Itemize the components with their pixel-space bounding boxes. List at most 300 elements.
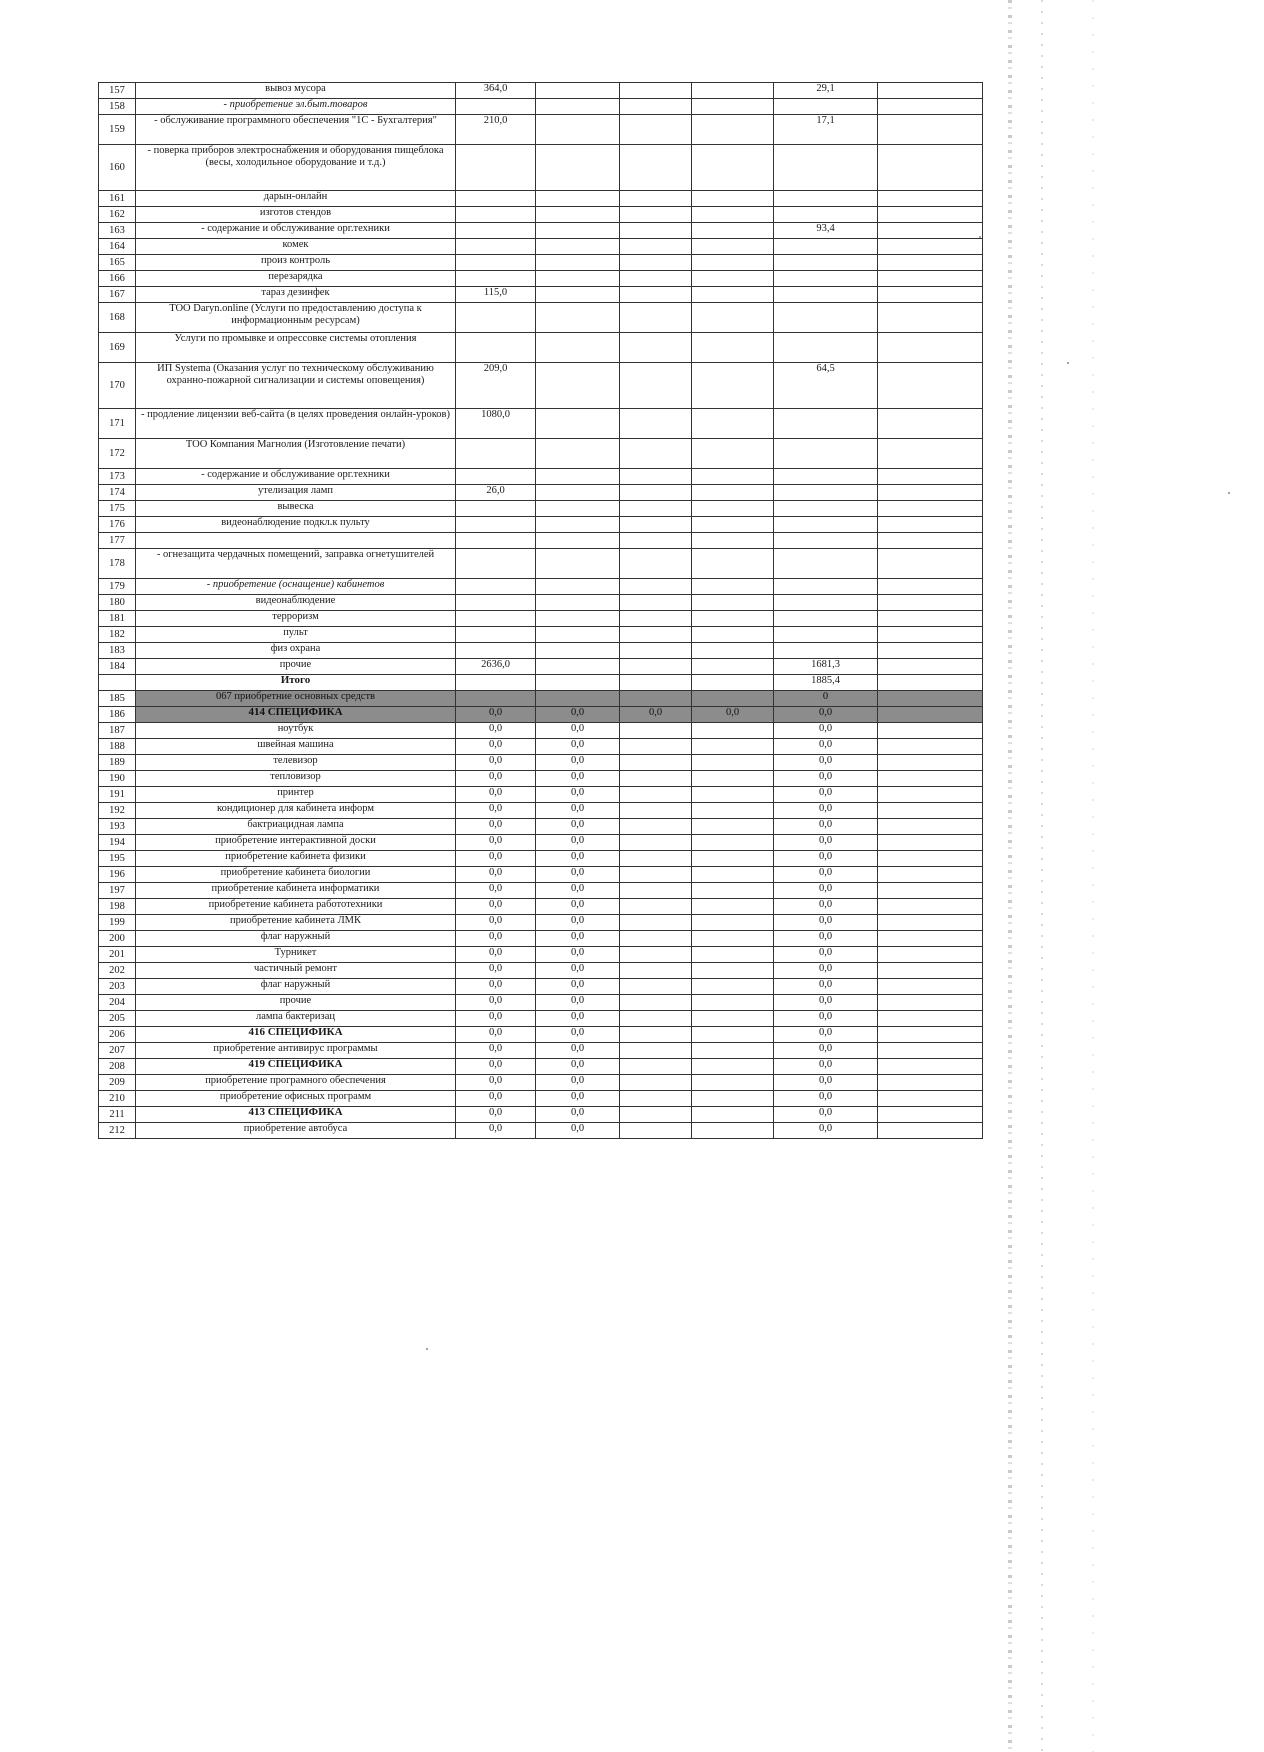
amount-cell-2: 0,0 [536, 851, 620, 867]
amount-cell-2 [536, 207, 620, 223]
table-row [99, 579, 983, 595]
table-row [99, 1107, 983, 1123]
amount-cell-1: 0,0 [456, 1107, 536, 1123]
table-row [99, 271, 983, 287]
amount-cell-5: 0,0 [774, 995, 878, 1011]
table-row [99, 691, 983, 707]
row-number-cell: 165 [99, 255, 136, 271]
amount-cell-5: 0,0 [774, 883, 878, 899]
amount-cell-1: 26,0 [456, 485, 536, 501]
amount-cell-3 [620, 1091, 692, 1107]
amount-cell-6 [878, 803, 983, 819]
amount-cell-4 [692, 899, 774, 915]
amount-cell-5 [774, 549, 878, 579]
row-number-cell: 163 [99, 223, 136, 239]
table-row [99, 1043, 983, 1059]
amount-cell-6 [878, 533, 983, 549]
amount-cell-2 [536, 485, 620, 501]
amount-cell-5: 1681,3 [774, 659, 878, 675]
expense-table-container [98, 82, 982, 1139]
item-name-cell: частичный ремонт [136, 963, 456, 979]
amount-cell-3 [620, 99, 692, 115]
amount-cell-6 [878, 333, 983, 363]
amount-cell-3 [620, 533, 692, 549]
amount-cell-1: 209,0 [456, 363, 536, 409]
item-name-cell: - обслуживание программного обеспечения "1С - Бухгалтерия" [136, 115, 456, 145]
amount-cell-2 [536, 287, 620, 303]
row-number-cell: 206 [99, 1027, 136, 1043]
amount-cell-2 [536, 611, 620, 627]
amount-cell-3 [620, 771, 692, 787]
amount-cell-4 [692, 947, 774, 963]
amount-cell-1: 0,0 [456, 1075, 536, 1091]
amount-cell-4 [692, 1011, 774, 1027]
table-row [99, 207, 983, 223]
item-name-cell: приобретение антивирус программы [136, 1043, 456, 1059]
amount-cell-5 [774, 333, 878, 363]
amount-cell-2: 0,0 [536, 1091, 620, 1107]
amount-cell-6 [878, 643, 983, 659]
amount-cell-2 [536, 145, 620, 191]
table-row [99, 899, 983, 915]
amount-cell-3 [620, 803, 692, 819]
amount-cell-5: 0,0 [774, 1091, 878, 1107]
amount-cell-2 [536, 363, 620, 409]
amount-cell-2: 0,0 [536, 931, 620, 947]
amount-cell-4 [692, 739, 774, 755]
row-number-cell: 184 [99, 659, 136, 675]
amount-cell-5: 0,0 [774, 867, 878, 883]
table-row [99, 255, 983, 271]
amount-cell-6 [878, 659, 983, 675]
amount-cell-2: 0,0 [536, 1027, 620, 1043]
amount-cell-4 [692, 99, 774, 115]
amount-cell-2 [536, 659, 620, 675]
item-name-cell: Турникет [136, 947, 456, 963]
amount-cell-1: 0,0 [456, 851, 536, 867]
item-name-cell: видеонаблюдение подкл.к пульту [136, 517, 456, 533]
amount-cell-6 [878, 409, 983, 439]
amount-cell-4 [692, 501, 774, 517]
amount-cell-4: 0,0 [692, 707, 774, 723]
amount-cell-3 [620, 191, 692, 207]
amount-cell-3 [620, 1011, 692, 1027]
amount-cell-5 [774, 239, 878, 255]
row-number-cell: 208 [99, 1059, 136, 1075]
scan-speck [1228, 492, 1230, 494]
row-number-cell: 210 [99, 1091, 136, 1107]
item-name-cell: бактриацидная лампа [136, 819, 456, 835]
amount-cell-6 [878, 1123, 983, 1139]
item-name-cell: - содержание и обслуживание орг.техники [136, 223, 456, 239]
table-row [99, 1075, 983, 1091]
amount-cell-2 [536, 627, 620, 643]
row-number-cell: 166 [99, 271, 136, 287]
amount-cell-2 [536, 191, 620, 207]
row-number-cell: 162 [99, 207, 136, 223]
amount-cell-4 [692, 303, 774, 333]
amount-cell-5: 0,0 [774, 1123, 878, 1139]
amount-cell-4 [692, 691, 774, 707]
row-number-cell: 169 [99, 333, 136, 363]
amount-cell-2 [536, 303, 620, 333]
item-name-cell: приобретение кабинета биологии [136, 867, 456, 883]
row-number-cell: 211 [99, 1107, 136, 1123]
amount-cell-3 [620, 579, 692, 595]
amount-cell-3 [620, 469, 692, 485]
amount-cell-3: 0,0 [620, 707, 692, 723]
row-number-cell [99, 675, 136, 691]
amount-cell-3 [620, 723, 692, 739]
amount-cell-3 [620, 915, 692, 931]
item-name-cell: приобретение кабинета работотехники [136, 899, 456, 915]
table-row [99, 303, 983, 333]
amount-cell-6 [878, 611, 983, 627]
amount-cell-5: 0,0 [774, 1059, 878, 1075]
amount-cell-6 [878, 963, 983, 979]
amount-cell-5: 0,0 [774, 803, 878, 819]
amount-cell-3 [620, 691, 692, 707]
amount-cell-5 [774, 469, 878, 485]
amount-cell-4 [692, 915, 774, 931]
amount-cell-6 [878, 1011, 983, 1027]
table-row [99, 287, 983, 303]
item-name-cell: тепловизор [136, 771, 456, 787]
row-number-cell: 182 [99, 627, 136, 643]
amount-cell-5 [774, 501, 878, 517]
item-name-cell: прочие [136, 995, 456, 1011]
amount-cell-3 [620, 549, 692, 579]
amount-cell-4 [692, 803, 774, 819]
amount-cell-6 [878, 207, 983, 223]
amount-cell-3 [620, 963, 692, 979]
amount-cell-2: 0,0 [536, 1123, 620, 1139]
amount-cell-4 [692, 363, 774, 409]
amount-cell-4 [692, 931, 774, 947]
amount-cell-1: 0,0 [456, 739, 536, 755]
amount-cell-1: 0,0 [456, 1043, 536, 1059]
amount-cell-2: 0,0 [536, 995, 620, 1011]
amount-cell-6 [878, 755, 983, 771]
amount-cell-1: 2636,0 [456, 659, 536, 675]
item-name-cell: приобретение програмного обеспечения [136, 1075, 456, 1091]
table-row [99, 83, 983, 99]
amount-cell-2 [536, 409, 620, 439]
expense-table [98, 82, 983, 1139]
item-name-cell: прочие [136, 659, 456, 675]
amount-cell-5: 0,0 [774, 771, 878, 787]
amount-cell-5 [774, 611, 878, 627]
item-name-cell: телевизор [136, 755, 456, 771]
amount-cell-6 [878, 595, 983, 611]
amount-cell-4 [692, 333, 774, 363]
amount-cell-2 [536, 501, 620, 517]
amount-cell-4 [692, 271, 774, 287]
amount-cell-2: 0,0 [536, 755, 620, 771]
amount-cell-1 [456, 99, 536, 115]
amount-cell-6 [878, 915, 983, 931]
row-number-cell: 191 [99, 787, 136, 803]
amount-cell-4 [692, 533, 774, 549]
amount-cell-5 [774, 533, 878, 549]
amount-cell-6 [878, 835, 983, 851]
amount-cell-5 [774, 627, 878, 643]
scan-speck [426, 1348, 428, 1350]
item-name-cell: приобретение кабинета информатики [136, 883, 456, 899]
amount-cell-5 [774, 255, 878, 271]
item-name-cell: Услуги по промывке и опрессовке системы отопления [136, 333, 456, 363]
row-number-cell: 161 [99, 191, 136, 207]
amount-cell-3 [620, 333, 692, 363]
amount-cell-1 [456, 469, 536, 485]
amount-cell-3 [620, 675, 692, 691]
amount-cell-5 [774, 579, 878, 595]
item-name-cell: - продление лицензии веб-сайта (в целях проведения онлайн-уроков) [136, 409, 456, 439]
amount-cell-3 [620, 931, 692, 947]
amount-cell-4 [692, 627, 774, 643]
amount-cell-4 [692, 191, 774, 207]
amount-cell-5 [774, 99, 878, 115]
amount-cell-6 [878, 627, 983, 643]
table-row [99, 915, 983, 931]
amount-cell-6 [878, 579, 983, 595]
amount-cell-4 [692, 1075, 774, 1091]
amount-cell-1 [456, 145, 536, 191]
table-row [99, 439, 983, 469]
amount-cell-2 [536, 115, 620, 145]
amount-cell-3 [620, 145, 692, 191]
amount-cell-5: 0,0 [774, 851, 878, 867]
table-row [99, 333, 983, 363]
amount-cell-4 [692, 771, 774, 787]
amount-cell-5: 0,0 [774, 979, 878, 995]
amount-cell-2 [536, 99, 620, 115]
amount-cell-5: 0,0 [774, 963, 878, 979]
amount-cell-4 [692, 963, 774, 979]
table-row [99, 707, 983, 723]
amount-cell-5: 0,0 [774, 755, 878, 771]
amount-cell-3 [620, 1027, 692, 1043]
row-number-cell: 158 [99, 99, 136, 115]
item-name-cell: пульт [136, 627, 456, 643]
item-name-cell: - содержание и обслуживание орг.техники [136, 469, 456, 485]
item-name-cell: Итого [136, 675, 456, 691]
amount-cell-3 [620, 835, 692, 851]
amount-cell-1 [456, 239, 536, 255]
row-number-cell: 187 [99, 723, 136, 739]
scan-streak [1008, 0, 1012, 1752]
amount-cell-6 [878, 549, 983, 579]
row-number-cell: 164 [99, 239, 136, 255]
amount-cell-6 [878, 223, 983, 239]
item-name-cell: ноутбук [136, 723, 456, 739]
table-row [99, 533, 983, 549]
amount-cell-2 [536, 255, 620, 271]
row-number-cell: 192 [99, 803, 136, 819]
amount-cell-3 [620, 517, 692, 533]
row-number-cell: 193 [99, 819, 136, 835]
amount-cell-1: 115,0 [456, 287, 536, 303]
amount-cell-5 [774, 409, 878, 439]
amount-cell-3 [620, 1075, 692, 1091]
amount-cell-4 [692, 469, 774, 485]
table-row [99, 723, 983, 739]
amount-cell-2: 0,0 [536, 1043, 620, 1059]
amount-cell-2: 0,0 [536, 771, 620, 787]
amount-cell-2: 0,0 [536, 883, 620, 899]
table-row [99, 979, 983, 995]
table-row [99, 469, 983, 485]
amount-cell-2 [536, 675, 620, 691]
amount-cell-6 [878, 947, 983, 963]
table-row [99, 947, 983, 963]
amount-cell-3 [620, 995, 692, 1011]
amount-cell-1: 0,0 [456, 883, 536, 899]
amount-cell-1 [456, 191, 536, 207]
item-name-cell: приобретение офисных программ [136, 1091, 456, 1107]
amount-cell-2: 0,0 [536, 1075, 620, 1091]
amount-cell-1: 0,0 [456, 819, 536, 835]
amount-cell-6 [878, 255, 983, 271]
amount-cell-4 [692, 485, 774, 501]
amount-cell-4 [692, 819, 774, 835]
amount-cell-5: 17,1 [774, 115, 878, 145]
amount-cell-1: 0,0 [456, 803, 536, 819]
amount-cell-4 [692, 579, 774, 595]
table-row [99, 819, 983, 835]
amount-cell-5: 0,0 [774, 1075, 878, 1091]
table-row [99, 115, 983, 145]
amount-cell-4 [692, 409, 774, 439]
amount-cell-5: 93,4 [774, 223, 878, 239]
item-name-cell: дарын-онлайн [136, 191, 456, 207]
amount-cell-4 [692, 1123, 774, 1139]
item-name-cell [136, 533, 456, 549]
amount-cell-1: 0,0 [456, 755, 536, 771]
amount-cell-3 [620, 271, 692, 287]
scan-speck [1067, 362, 1069, 364]
amount-cell-6 [878, 931, 983, 947]
amount-cell-1: 0,0 [456, 915, 536, 931]
amount-cell-1: 210,0 [456, 115, 536, 145]
amount-cell-1: 0,0 [456, 947, 536, 963]
amount-cell-2 [536, 643, 620, 659]
table-row [99, 739, 983, 755]
amount-cell-2: 0,0 [536, 1011, 620, 1027]
row-number-cell: 170 [99, 363, 136, 409]
amount-cell-2 [536, 533, 620, 549]
amount-cell-3 [620, 223, 692, 239]
amount-cell-3 [620, 1059, 692, 1075]
row-number-cell: 188 [99, 739, 136, 755]
amount-cell-4 [692, 439, 774, 469]
amount-cell-6 [878, 771, 983, 787]
item-name-cell: приобретение кабинета физики [136, 851, 456, 867]
item-name-cell: ТОО Daryn.online (Услуги по предоставлению доступа к информационным ресурсам) [136, 303, 456, 333]
amount-cell-4 [692, 1059, 774, 1075]
amount-cell-2 [536, 595, 620, 611]
amount-cell-6 [878, 819, 983, 835]
amount-cell-5: 0 [774, 691, 878, 707]
row-number-cell: 209 [99, 1075, 136, 1091]
amount-cell-3 [620, 883, 692, 899]
amount-cell-1 [456, 207, 536, 223]
amount-cell-3 [620, 409, 692, 439]
scan-speck [979, 236, 981, 238]
row-number-cell: 160 [99, 145, 136, 191]
amount-cell-6 [878, 739, 983, 755]
amount-cell-2: 0,0 [536, 963, 620, 979]
amount-cell-1: 0,0 [456, 867, 536, 883]
amount-cell-4 [692, 255, 774, 271]
table-row [99, 191, 983, 207]
amount-cell-1: 0,0 [456, 707, 536, 723]
row-number-cell: 179 [99, 579, 136, 595]
item-name-cell: флаг наружный [136, 931, 456, 947]
row-number-cell: 168 [99, 303, 136, 333]
row-number-cell: 202 [99, 963, 136, 979]
row-number-cell: 159 [99, 115, 136, 145]
scan-streak [1092, 0, 1094, 1752]
amount-cell-5: 64,5 [774, 363, 878, 409]
amount-cell-5: 0,0 [774, 915, 878, 931]
amount-cell-1 [456, 627, 536, 643]
amount-cell-6 [878, 191, 983, 207]
row-number-cell: 173 [99, 469, 136, 485]
item-name-cell: изготов стендов [136, 207, 456, 223]
item-name-cell: вывеска [136, 501, 456, 517]
amount-cell-6 [878, 239, 983, 255]
amount-cell-5 [774, 303, 878, 333]
item-name-cell: лампа бактеризац [136, 1011, 456, 1027]
amount-cell-4 [692, 1091, 774, 1107]
row-number-cell: 195 [99, 851, 136, 867]
item-name-cell: ТОО Компания Магнолия (Изготовление печати) [136, 439, 456, 469]
amount-cell-2: 0,0 [536, 979, 620, 995]
amount-cell-3 [620, 83, 692, 99]
amount-cell-6 [878, 145, 983, 191]
amount-cell-5: 0,0 [774, 707, 878, 723]
amount-cell-2 [536, 271, 620, 287]
amount-cell-5: 0,0 [774, 739, 878, 755]
item-name-cell: приобретение автобуса [136, 1123, 456, 1139]
amount-cell-4 [692, 239, 774, 255]
amount-cell-6 [878, 99, 983, 115]
row-number-cell: 207 [99, 1043, 136, 1059]
amount-cell-1: 1080,0 [456, 409, 536, 439]
amount-cell-6 [878, 707, 983, 723]
amount-cell-6 [878, 1059, 983, 1075]
amount-cell-1 [456, 611, 536, 627]
amount-cell-2: 0,0 [536, 819, 620, 835]
amount-cell-6 [878, 1043, 983, 1059]
amount-cell-6 [878, 883, 983, 899]
table-row [99, 755, 983, 771]
row-number-cell: 190 [99, 771, 136, 787]
amount-cell-1: 0,0 [456, 995, 536, 1011]
amount-cell-4 [692, 675, 774, 691]
amount-cell-4 [692, 145, 774, 191]
table-row [99, 239, 983, 255]
table-row [99, 1059, 983, 1075]
amount-cell-5: 0,0 [774, 1011, 878, 1027]
amount-cell-5: 0,0 [774, 899, 878, 915]
table-row [99, 409, 983, 439]
scan-streak [1041, 0, 1043, 1752]
amount-cell-3 [620, 255, 692, 271]
amount-cell-1: 0,0 [456, 1091, 536, 1107]
row-number-cell: 197 [99, 883, 136, 899]
